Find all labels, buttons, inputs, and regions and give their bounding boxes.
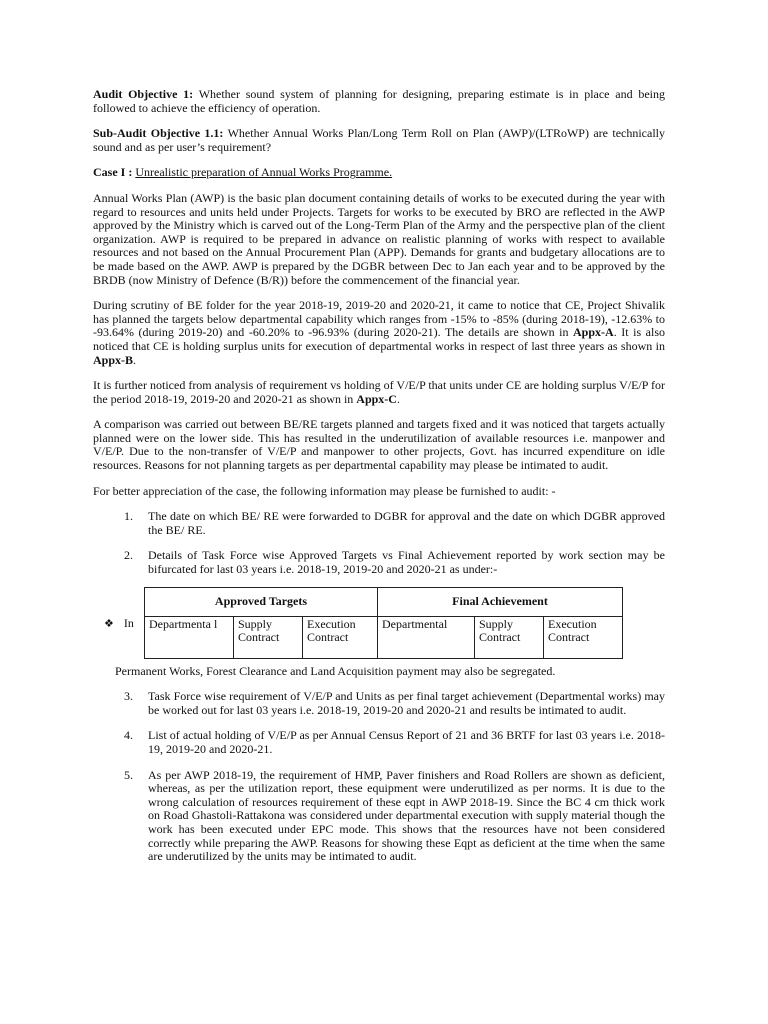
- list-item: [93, 510, 665, 537]
- bullet-marker: [104, 617, 134, 632]
- appx-c-ref: Appx-C: [356, 391, 397, 406]
- table-cell: Supply Contract: [234, 616, 303, 658]
- bullet-text: In: [123, 615, 134, 630]
- list-item-number: 2.: [124, 548, 133, 563]
- document-page: [93, 88, 665, 864]
- information-list: [93, 510, 665, 576]
- audit-objective-label: Audit Objective 1:: [93, 87, 194, 101]
- list-item-text: The date on which BE/ RE were forwarded to DGBR for approval and the date on which DGBR approved the BE/ RE.: [148, 509, 665, 537]
- paragraph-vep-text-a: It is further noticed from analysis of requirement vs holding of V/E/P that units under CE are holding surplus V/E/P for the period 2018-19, 2019-20 and 2020-21 as shown in: [93, 378, 665, 406]
- paragraph-be-text-c: .: [133, 352, 137, 367]
- list-item-text: As per AWP 2018-19, the requirement of HMP, Paver finishers and Road Rollers are shown as deficient, whereas, as per the utilization report, these equipment were underutilized as per norms. It is due to the wrong calculation of resources requirement of these eqpt in AWP 2018-19. Since the BC 4 cm thick work on Road Ghastoli-Rattakona was considered under departmental execution with supply material though the work has been executed under EPC mode. This shows that the resources have not been considered correctly while preparing the AWP. Reasons for showing these Eqpt as deficient at the time when the same are underutilized by the units may be intimated to audit.: [148, 767, 665, 864]
- paragraph-vep-text-b: .: [396, 391, 400, 406]
- table-cell: Execution Contract: [303, 616, 378, 658]
- appx-a-ref: Appx-A: [573, 325, 614, 340]
- sub-audit-objective-label: Sub-Audit Objective 1.1:: [93, 126, 224, 141]
- case-label: Case I :: [93, 165, 136, 180]
- table-header-row: [145, 587, 623, 616]
- paragraph-be-text-b: . It is also noticed that CE is holding surplus units for execution of departmental works in respect of last three years as shown in: [93, 325, 665, 353]
- sub-audit-objective-text: Whether Annual Works Plan/Long Term Roll on Plan (AWP)/(LTRoWP) are technically sound and as per user’s requirement?: [93, 126, 665, 154]
- audit-objective-text: Whether sound system of planning for designing, preparing estimate is in place and being followed to achieve the efficiency of operation.: [93, 87, 665, 115]
- list-item-text: Details of Task Force wise Approved Targets vs Final Achievement reported by work section may be bifurcated for last 03 years i.e. 2018-19, 2019-20 and 2020-21 as under:-: [148, 548, 665, 577]
- audit-objective: [93, 88, 665, 115]
- targets-table: [144, 587, 623, 659]
- list-item: [93, 729, 665, 756]
- list-item: [93, 690, 665, 717]
- bullet-diamond-icon: ❖: [104, 617, 114, 630]
- list-item-number: 1.: [124, 509, 133, 524]
- table-row: [145, 616, 623, 658]
- list-item-text: Task Force wise requirement of V/E/P and Units as per final target achievement (Departmental works) may be worked out for last 03 years i.e. 2018-19, 2019-20 and 2020-21 and results be intimated to audit.: [148, 689, 665, 717]
- paragraph-be-text-a: During scrutiny of BE folder for the year 2018-19, 2019-20 and 2020-21, it came to notice that CE, Project Shivalik has planned the targets below departmental capability which ranges from -15% to -85% (during 2018-19), -12.63% to -93.64% (during 2019-20) and -60.20% to -96.93% (during 2020-21). The details are shown in: [93, 298, 665, 340]
- list-item: [93, 549, 665, 576]
- list-item-number: 4.: [124, 728, 133, 743]
- case-heading: [93, 166, 665, 180]
- paragraph-be-scrutiny: [93, 299, 665, 367]
- paragraph-awp: Annual Works Plan (AWP) is the basic plan document containing details of works to be executed during the year with regard to resources and units held under Projects. Targets for works to be executed by BRO are reflected in the AWP approved by the Ministry which is carved out of the Long-Term Plan of the Army and the perspective plan of the client organization. AWP is required to be prepared in advance on realistic planning of works with respect to available resources and not based on the Annual Procurement Plan (APP). Demands for grants and budgetary allocations are to be made based on the AWP. AWP is prepared by the DGBR between Dec to Jan each year and to be approved by the BRDB (now Ministry of Defence (B/R)) before the commencement of the financial year.: [93, 190, 665, 287]
- case-title: Unrealistic preparation of Annual Works Programme.: [135, 165, 393, 180]
- table-cell: Execution Contract: [544, 616, 623, 658]
- final-achievement-header: Final Achievement: [378, 587, 623, 616]
- paragraph-comparison: A comparison was carried out between BE/RE targets planned and targets fixed and it was noticed that targets actually planned were on the lower side. This has resulted in the underutilization of available resources i.e. manpower and V/E/P. Due to the non-transfer of V/E/P and manpower to other projects, Govt. has incurred expenditure on idle resources. Reasons for not planning targets as per departmental capability may please be intimated to audit.: [93, 417, 665, 473]
- table-cell: Departmenta l: [145, 616, 234, 658]
- appx-b-ref: Appx-B: [93, 352, 134, 367]
- list-item-text: List of actual holding of V/E/P as per Annual Census Report of 21 and 36 BRTF for last 03 years i.e. 2018-19, 2019-20 and 2020-21.: [148, 728, 665, 756]
- targets-table-wrapper: [104, 587, 665, 659]
- information-list-continued: [93, 690, 665, 864]
- paragraph-information-request: For better appreciation of the case, the following information may please be furnished to audit: -: [93, 483, 556, 498]
- segregation-note: Permanent Works, Forest Clearance and Land Acquisition payment may also be segregated.: [115, 663, 556, 678]
- approved-targets-header: Approved Targets: [145, 587, 378, 616]
- paragraph-vep-surplus: [93, 379, 665, 406]
- table-cell: Supply Contract: [475, 616, 544, 658]
- list-item-number: 5.: [124, 767, 133, 782]
- table-cell: Departmental: [378, 616, 475, 658]
- list-item-number: 3.: [124, 689, 133, 704]
- sub-audit-objective: [93, 127, 665, 154]
- list-item: [93, 769, 665, 864]
